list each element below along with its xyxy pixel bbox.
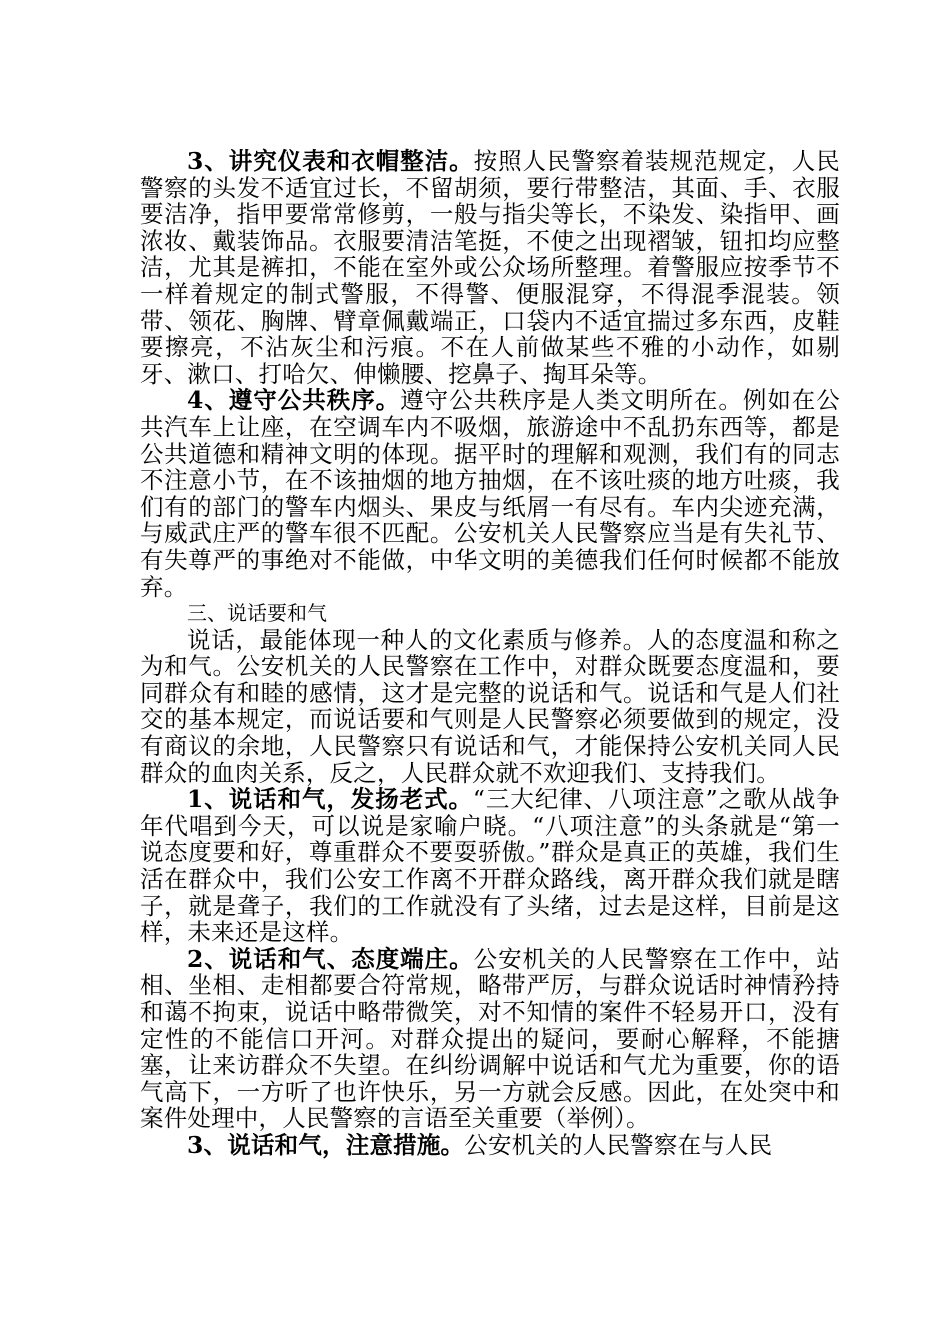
paragraph-text: 按照人民警察着装规范规定，人民警察的头发不适宜过长，不留胡须，要行带整洁，其面、手、衣服要洁净，指甲要常常修剪，一般与指尖等长，不染发、染指甲、画浓妆、戴装饰品。衣服要清洁笔挺，不使之出现褶皱，钮扣均应整洁，尤其是裤扣，不能在室外或公众场所整理。着警服应按季节不一样着规定的制式警服，不得警、便服混穿，不得混季混装。领带、领花、胸牌、臂章佩戴端正，口袋内不适宜揣过多东西，皮鞋要擦亮，不沾灰尘和污痕。不在人前做某些不雅的小动作，如剔牙、漱口、打哈欠、伸懒腰、挖鼻子、掏耳朵等。 [140,147,840,388]
paragraph-appearance [140,148,840,387]
point-text: 公安机关的人民警察在工作中，站相、坐相、走相都要合符常规，略带严厉，与群众说话时神情矜持和蔼不拘束，说话中略带微笑，对不知情的案件不轻易开口，没有定性的不能信口开河。对群众提出的疑问，要耐心解释，不能搪塞，让来访群众不失望。在纠纷调解中说话和气尤为重要，你的语气高下，一方听了也许快乐，另一方就会反感。因此，在处突中和案件处理中，人民警察的言语至关重要（举例）。 [140,944,840,1133]
section-heading: 三、说话要和气 [187,601,327,626]
point-text: “三大纪律、八项注意”之歌从战争年代唱到今天，可以说是家喻户晓。“八项注意”的头条就是“第一说态度要和好，尊重群众不要耍骄傲。”群众是真正的英雄，我们生活在群众中，我们公安工作离不开群众路线，离开群众我们就是瞎子，就是聋子，我们的工作就没有了头绪，过去是这样，目前是这样，未来还是这样。 [140,785,840,947]
point-measures [140,1132,840,1159]
point-lead: 3、说话和气，注意措施。 [187,1130,465,1159]
point-tradition [140,786,840,946]
paragraph-lead: 4、遵守公共秩序。 [187,386,401,415]
point-demeanor [140,946,840,1132]
point-text: 公安机关的人民警察在与人民 [464,1130,773,1159]
paragraph-lead: 3、讲究仪表和衣帽整洁。 [187,147,474,175]
point-lead: 2、说话和气、态度端庄。 [187,944,474,973]
paragraph-public-order [140,387,840,600]
paragraph-text: 遵守公共秩序是人类文明所在。例如在公共汽车上让座，在空调车内不吸烟，旅游途中不乱扔东西等，都是公共道德和精神文明的体现。据平时的理解和观测，我们有的同志不注意小节，在不该抽烟的地方抽烟，在不该吐痰的地方吐痰，我们有的部门的警车内烟头、果皮与纸屑一有尽有。车内尖迹充满，与威武庄严的警车很不匹配。公安机关人民警察应当是有失礼节、有失尊严的事绝对不能做，中华文明的美德我们任何时候都不能放弃。 [140,386,840,601]
point-lead: 1、说话和气，发扬老式。 [187,785,473,814]
body-paragraph: 说话，最能体现一种人的文化素质与修养。人的态度温和称之为和气。公安机关的人民警察在工作中，对群众既要态度温和，要同群众有和睦的感情，这才是完整的说话和气。说话和气是人们社交的基本规定，而说话要和气则是人民警察必须要做到的规定，没有商议的余地，人民警察只有说话和气，才能保持公安机关同人民群众的血肉关系，反之，人民群众就不欢迎我们、支持我们。 [140,625,840,787]
